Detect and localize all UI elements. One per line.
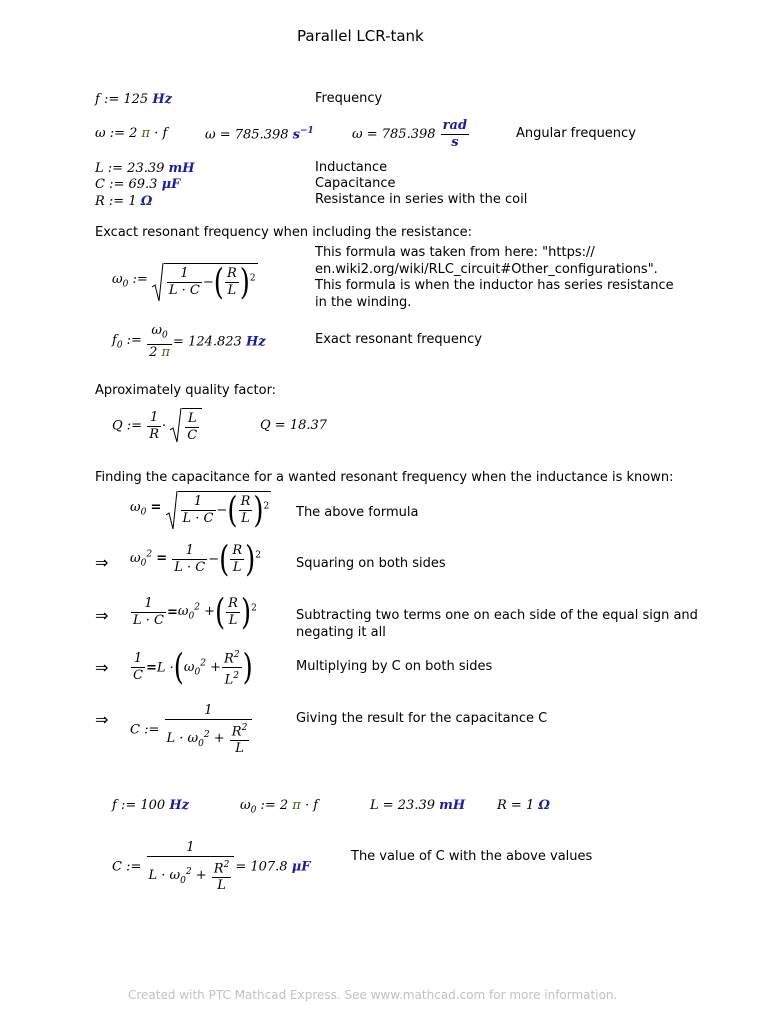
- step-4-label: Multiplying by C on both sides: [296, 659, 493, 674]
- frequency-unit: Hz: [152, 92, 172, 107]
- square-root-symbol: $\frac{1}{L \cdot C}$ −( $\frac{R}{L}$ )$^2$: [152, 263, 258, 299]
- resonant-frequency-label: Exact resonant frequency: [315, 332, 482, 347]
- step-3-formula: $\frac{1}{L \cdot C}$ $=\omega_0^2$ +( $\frac{R}{L}$ )$^2$: [133, 592, 257, 633]
- derivation-heading: Finding the capacitance for a wanted resonant frequency when the inductance is known:: [95, 470, 674, 485]
- quality-heading: Aproximately quality factor:: [95, 383, 277, 398]
- implies-arrow: ⇒: [95, 606, 109, 625]
- example-resistance: R = 1 Ω: [497, 798, 550, 813]
- formula-source-note: This formula was taken from here: "https:// en.wiki2.org/wiki/RLC_circuit#Other_configurations". This formula is when the inductor has series resistance in the winding.: [315, 245, 674, 310]
- resonance-heading: Excact resonant frequency when including the resistance:: [95, 225, 473, 240]
- implies-arrow: ⇒: [95, 658, 109, 677]
- step-1-label: The above formula: [296, 505, 419, 520]
- omega-value-per-second: ω = 785.398 $s^{-1}$: [205, 126, 314, 143]
- capacitance-definition: C := 69.3 μF: [95, 177, 181, 192]
- example-omega-definition: $\omega_0$ := 2 π · f: [240, 798, 319, 816]
- capacitance-label: Capacitance: [315, 176, 396, 191]
- implies-arrow: ⇒: [95, 553, 109, 572]
- mathcad-footer: Created with PTC Mathcad Express. See www.mathcad.com for more information.: [128, 988, 618, 1002]
- frequency-label: Frequency: [315, 91, 383, 106]
- step-4-formula: $\frac{1}{C}$ $=L \cdot(\omega_0^2$ + $\frac{R^2}{L^2}$ ): [133, 647, 253, 689]
- q-formula: Q := $\frac{1}{R}$ · $\frac{L}{C}$: [112, 408, 202, 444]
- example-capacitance-result: C := 1 $L \cdot \omega_0^2$ + $\frac{R^2}{L}$ = 107.8 μF: [112, 840, 311, 894]
- frequency-definition: f := 125 Hz: [95, 92, 172, 107]
- step-2-formula: $\omega_0^2$ = $\frac{1}{L \cdot C}$ −( $\frac{R}{L}$ )$^2$: [130, 539, 261, 580]
- page-title: Parallel LCR-tank: [297, 27, 424, 45]
- omega0-formula: $\omega_0$ := $\frac{1}{L \cdot C}$ −( $\frac{R}{L}$ )$^2$: [112, 262, 256, 303]
- step-5-label: Giving the result for the capacitance C: [296, 711, 548, 726]
- omega-value-rad-per-second: ω = 785.398 $\frac{\text{rad}}{s}$: [352, 118, 468, 150]
- step-5-formula: C := 1 $L \cdot \omega_0^2$ + $\frac{R^2}{L}$: [130, 703, 253, 757]
- step-3-label: Subtracting two terms one on each side of the equal sign and negating it all: [296, 608, 698, 640]
- implies-arrow: ⇒: [95, 710, 109, 729]
- f0-formula: $f_0$ := $\frac{\omega_0}{2 \pi}$ = 124.823 Hz: [112, 323, 266, 360]
- example-frequency: f := 100 Hz: [112, 798, 189, 813]
- step-1-formula: $\omega_0$ = $\frac{1}{L \cdot C}$ −( $\frac{R}{L}$ )$^2$: [130, 490, 270, 531]
- q-value: Q = 18.37: [260, 418, 328, 433]
- step-2-label: Squaring on both sides: [296, 556, 446, 571]
- example-inductance: L = 23.39 mH: [370, 798, 466, 813]
- angular-frequency-label: Angular frequency: [516, 126, 636, 141]
- resistance-definition: R := 1 Ω: [95, 194, 153, 209]
- resistance-label: Resistance in series with the coil: [315, 192, 528, 207]
- example-capacitance-label: The value of C with the above values: [351, 849, 593, 864]
- inductance-label: Inductance: [315, 160, 388, 175]
- omega-definition: ω := 2 π · f: [95, 126, 168, 141]
- inductance-definition: L := 23.39 mH: [95, 161, 195, 176]
